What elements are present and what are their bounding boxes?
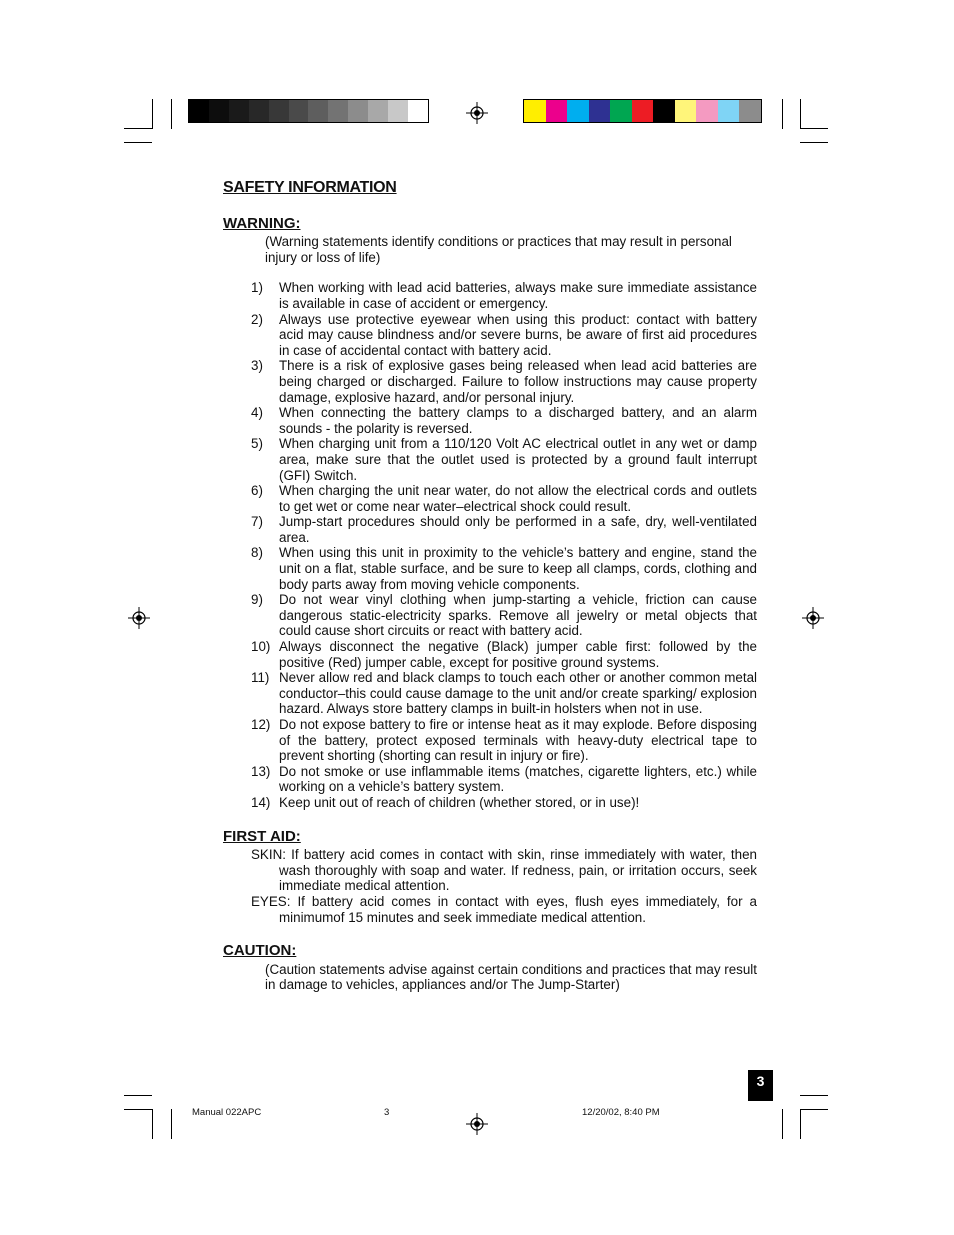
caution-note: (Caution statements advise against certain conditions and practices that may result in damage to vehicles, appliances and/or The Jump-Starter) xyxy=(265,961,757,993)
first-aid-list xyxy=(223,847,757,925)
crop-mark xyxy=(800,1095,828,1096)
warning-item xyxy=(223,545,757,592)
warning-item xyxy=(223,795,757,811)
color-swatch xyxy=(229,100,249,122)
warning-item xyxy=(223,514,757,545)
color-swatch xyxy=(209,100,229,122)
warning-item xyxy=(223,312,757,359)
warning-item-number: 12) xyxy=(251,717,271,732)
warning-item xyxy=(223,764,757,795)
color-swatch xyxy=(524,100,546,122)
color-swatch xyxy=(610,100,632,122)
warning-item xyxy=(223,670,757,717)
warning-item-number: 5) xyxy=(251,436,263,452)
crop-mark xyxy=(152,99,153,129)
warning-item-number: 2) xyxy=(251,311,263,327)
crop-mark xyxy=(800,142,828,143)
color-swatch xyxy=(653,100,675,122)
warning-item-number: 6) xyxy=(251,483,263,499)
crop-mark xyxy=(124,1095,152,1096)
color-swatch xyxy=(408,100,428,122)
color-swatch xyxy=(589,100,611,122)
warning-item-text: Never allow red and black clamps to touch each other or another common metal conductor–this could cause damage to the unit and/or create sparking/ explosion hazard. Always store battery clamps in built-in holsters when not in use. xyxy=(279,670,757,717)
warning-item-number: 4) xyxy=(251,405,263,421)
color-swatch xyxy=(249,100,269,122)
color-swatch xyxy=(368,100,388,122)
warning-item-text: Always disconnect the negative (Black) jumper cable first: followed by the positive (Red) jumper cable, except for positive ground systems. xyxy=(279,639,757,670)
warning-item-number: 3) xyxy=(251,358,263,374)
warning-list xyxy=(223,280,757,810)
color-swatch xyxy=(696,100,718,122)
warning-item xyxy=(223,436,757,483)
crop-mark xyxy=(782,1109,783,1139)
warning-item-text: When working with lead acid batteries, always make sure immediate assistance is available in case of accident or emergency. xyxy=(279,280,757,311)
first-aid-item: SKIN: If battery acid comes in contact with skin, rinse immediately with water, then wash thoroughly with soap and water. If redness, pain, or irritation occurs, seek immediate medical attention. xyxy=(251,847,757,894)
warning-item xyxy=(223,592,757,639)
warning-item xyxy=(223,483,757,514)
page-title: SAFETY INFORMATION xyxy=(223,179,397,196)
grayscale-color-bar xyxy=(188,99,429,123)
warning-item-number: 13) xyxy=(251,763,271,779)
warning-item-number: 14) xyxy=(251,794,271,810)
warning-item-text: Jump-start procedures should only be performed in a safe, dry, well-ventilated area. xyxy=(279,514,757,545)
crop-mark xyxy=(800,1109,801,1139)
color-swatch xyxy=(546,100,568,122)
crop-mark xyxy=(152,1109,153,1139)
color-swatch xyxy=(189,100,209,122)
warning-item-number: 10) xyxy=(251,639,271,655)
color-swatch xyxy=(328,100,348,122)
registration-mark-icon xyxy=(466,1113,488,1135)
registration-mark-icon xyxy=(128,607,150,629)
color-swatch xyxy=(567,100,589,122)
crop-mark xyxy=(124,128,152,129)
warning-item xyxy=(223,639,757,670)
warning-item xyxy=(223,358,757,405)
slug-page-number: 3 xyxy=(384,1107,390,1118)
warning-item-text: When charging unit from a 110/120 Volt AC electrical outlet in any wet or damp area, make sure that the outlet used is protected by a ground fault interrupt (GFI) Switch. xyxy=(279,436,757,483)
crop-mark xyxy=(171,1109,172,1139)
slug-timestamp: 12/20/02, 8:40 PM xyxy=(582,1107,660,1118)
crop-mark xyxy=(800,99,801,129)
warning-item-text: Do not wear vinyl clothing when jump-starting a vehicle, friction can cause dangerous static-electricity sparks. Remove all jewelry or metal objects that could cause short circuits or react with battery acid. xyxy=(279,592,757,639)
crop-mark xyxy=(171,99,172,129)
warning-item-number: 9) xyxy=(251,592,263,608)
warning-item-number: 8) xyxy=(251,545,263,561)
first-aid-heading: FIRST AID: xyxy=(223,827,301,845)
crop-mark xyxy=(782,99,783,129)
slug-filename: Manual 022APC xyxy=(192,1107,262,1118)
warning-item-text: When using this unit in proximity to the vehicle’s battery and engine, stand the unit on a flat, stable surface, and be sure to keep all clamps, cords, clothing and body parts away from moving vehicle components. xyxy=(279,545,757,592)
warning-item-text: Do not smoke or use inflammable items (matches, cigarette lighters, etc.) while working on a vehicle’s battery system. xyxy=(279,763,757,795)
crop-mark xyxy=(124,142,152,143)
crop-mark xyxy=(800,128,828,129)
safety-information-section xyxy=(223,180,757,993)
color-swatch xyxy=(388,100,408,122)
page-number-tab: 3 xyxy=(748,1070,773,1101)
warning-item xyxy=(223,717,757,764)
registration-mark-icon xyxy=(802,607,824,629)
crop-mark xyxy=(124,1109,152,1110)
color-swatch xyxy=(632,100,654,122)
warning-item-text: There is a risk of explosive gases being released when lead acid batteries are being charged or discharged. Failure to follow instructions may cause property damage, explosive hazard, and/or personal injury. xyxy=(279,358,757,405)
caution-heading: CAUTION: xyxy=(223,942,297,960)
warning-item-text: When connecting the battery clamps to a discharged battery, and an alarm sounds - the polarity is reversed. xyxy=(279,405,757,436)
color-swatch xyxy=(348,100,368,122)
color-swatch xyxy=(308,100,328,122)
color-swatch xyxy=(739,100,761,122)
crop-mark xyxy=(800,1109,828,1110)
warning-item-number: 11) xyxy=(251,670,270,686)
color-swatch xyxy=(675,100,697,122)
warning-item-number: 7) xyxy=(251,514,263,530)
warning-item-text: When charging the unit near water, do not allow the electrical cords and outlets to get wet or come near water–electrical shock could result. xyxy=(279,483,757,514)
warning-item-text: Always use protective eyewear when using this product: contact with battery acid may cause blindness and/or severe burns, be aware of first aid procedures in case of accidental contact with battery acid. xyxy=(279,311,757,358)
warning-item-number: 1) xyxy=(251,280,263,296)
process-color-bar xyxy=(523,99,762,123)
color-swatch xyxy=(289,100,309,122)
color-swatch xyxy=(718,100,740,122)
warning-item xyxy=(223,405,757,436)
color-swatch xyxy=(269,100,289,122)
warning-item xyxy=(223,280,757,311)
warning-note: (Warning statements identify conditions or practices that may result in personal injury or loss of life) xyxy=(265,234,732,265)
warning-item-text: Keep unit out of reach of children (whether stored, or in use)! xyxy=(279,794,640,810)
first-aid-item: EYES: If battery acid comes in contact with eyes, flush eyes immediately, for a minimumof 15 minutes and seek immediate medical attention. xyxy=(251,893,757,925)
registration-mark-icon xyxy=(466,102,488,124)
warning-item-text: Do not expose battery to fire or intense heat as it may explode. Before disposing of the battery, protect exposed terminals with heavy-duty electrical tape to prevent shorting (shorting can result in injury or fire). xyxy=(279,717,757,764)
warning-heading: WARNING: xyxy=(223,214,301,232)
